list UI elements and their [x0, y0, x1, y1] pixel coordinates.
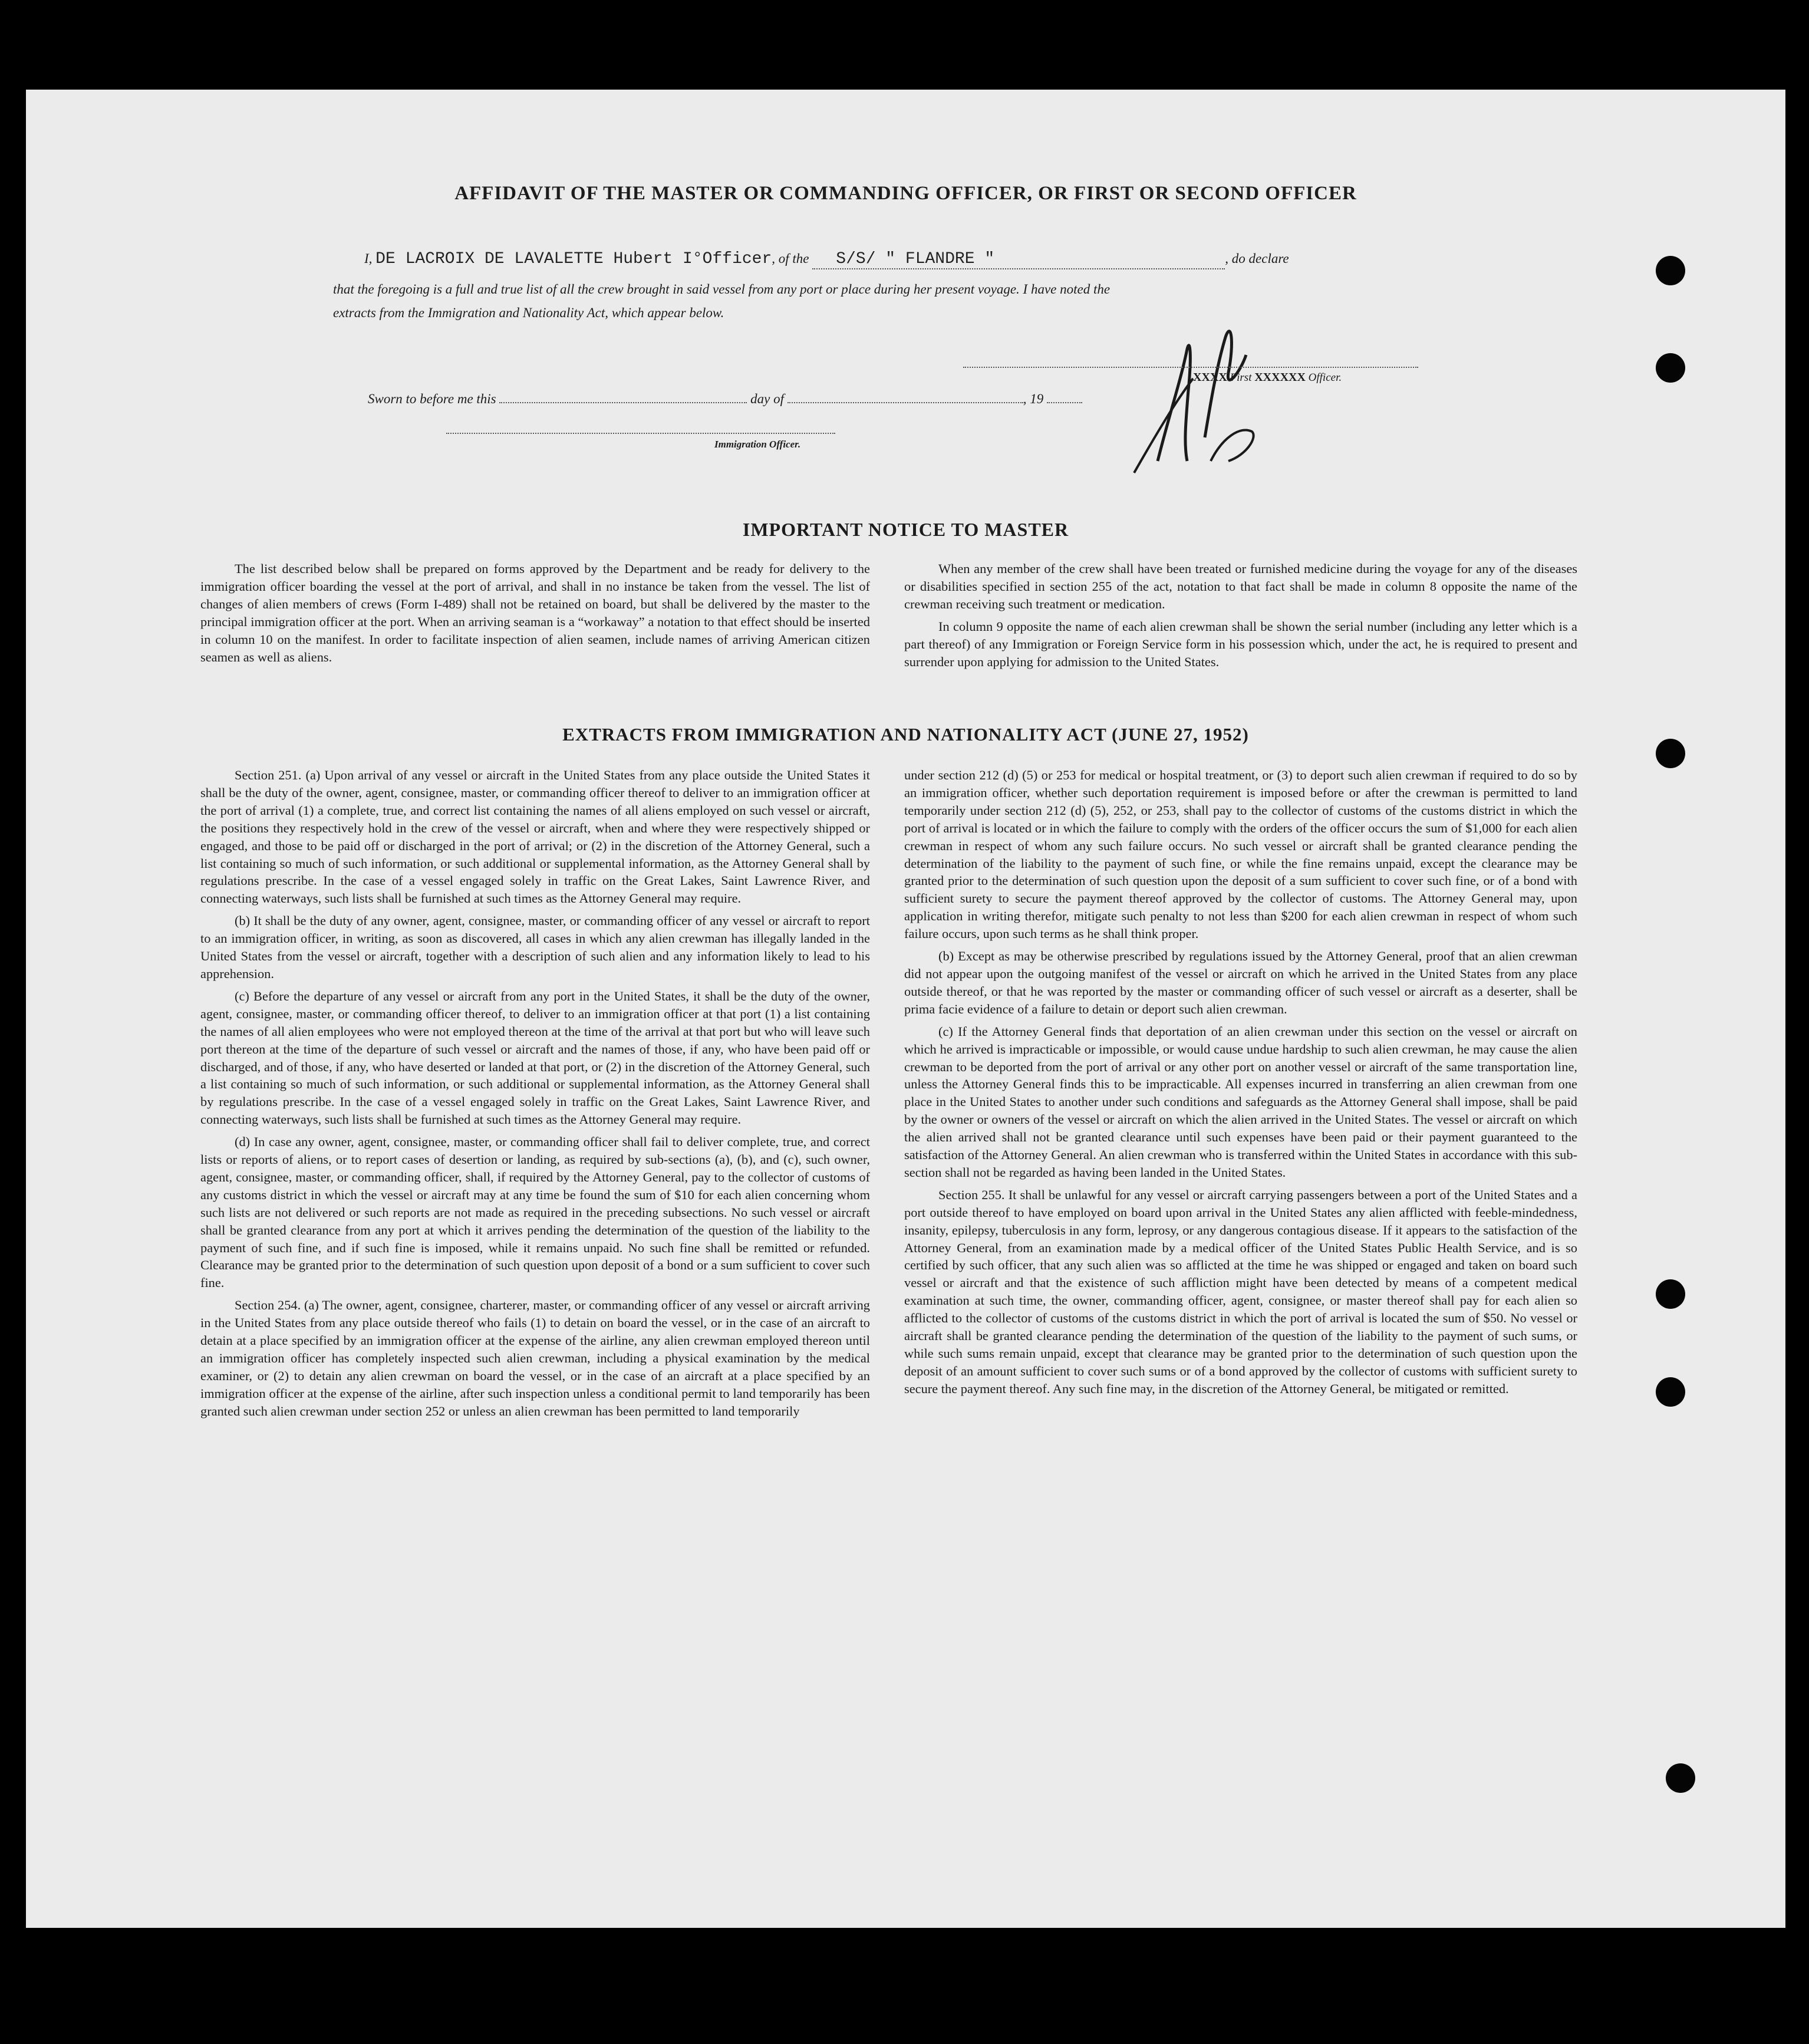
- declarant-name: DE LACROIX DE LAVALETTE Hubert I°Officer: [375, 250, 772, 268]
- extracts-left-column: [200, 766, 870, 1425]
- immigration-officer-label: Immigration Officer.: [714, 439, 801, 450]
- notice-paragraph: When any member of the crew shall have been treated or furnished medicine during the voyage for any of the diseases or disabilities specified in section 255 of the act, notation to that fact shall be made in column 8 opposite the name of the crewman receiving such treatment or medication.: [904, 561, 1577, 611]
- notice-right-column: [904, 560, 1577, 675]
- officer-signature: [1122, 284, 1311, 496]
- declaration-line: [364, 250, 1289, 269]
- act-paragraph: (c) If the Attorney General finds that deportation of an alien crewman under this section on the vessel or aircraft on which he arrived is impracticable or impossible, or would cause undue hardship to such alien crewman, he may cause the alien crewman to be deported from the port of arrival or any other port on another vessel or aircraft of the same transportation line, unless the Attorney General finds this to be impracticable. All expenses incurred in transferring an alien crewman from one place in the United States to another under such conditions and safeguards as the Attorney General shall impose, shall be paid by the owner or owners of the vessel or aircraft on which the alien arrived in the United States. The vessel or aircraft on which the alien arrived shall not be granted clearance until such expenses have been paid or their payment guaranteed to the satisfaction of the Attorney General. An alien crewman who is transferred within the United States in accordance with this sub-section shall not be regarded as having been landed in the United States.: [904, 1023, 1577, 1180]
- first-label: First: [1230, 371, 1252, 384]
- struck-title-1: XXXX: [1193, 371, 1227, 384]
- notice-paragraph: In column 9 opposite the name of each alien crewman shall be shown the serial number (including any letter which is a part thereof) of any Immigration or Foreign Service form in his possession which, under the act, he is required to present and surrender upon applying for admission to the United States.: [904, 618, 1577, 669]
- act-paragraph: (c) Before the departure of any vessel or aircraft from any port in the United States, it shall be the duty of the owner, agent, consignee, master, or commanding officer thereof, to deliver to an immigration officer at that port (1) a list containing the names of all alien employees who were not employed thereon at the time of the arrival at that port but who will leave such port thereon at the time of the departure of such vessel or aircraft and the names of those, if any, who have been paid off or discharged, and of those, if any, who have deserted or landed at that port, or (2) in the discretion of the Attorney General, such a list containing so much of such information, or such additional or supplemental information, as the Attorney General shall by regulations prescribe. In the case of a vessel engaged solely in traffic on the Great Lakes, Saint Lawrence River, and connecting waterways, such lists shall be furnished at such times as the Attorney General may require.: [200, 988, 870, 1127]
- act-paragraph: Section 251. (a) Upon arrival of any vessel or aircraft in the United States from any place outside the United States it shall be the duty of the owner, agent, consignee, master, or commanding officer thereof to deliver to an immigration officer at the port of arrival (1) a complete, true, and correct list containing the names of all aliens employed on such vessel or aircraft, the positions they respectively hold in the crew of the vessel or aircraft, when and where they were respectively shipped or engaged, and those to be paid off or discharged in the port of arrival; or (2) in the discretion of the Attorney General, such a list containing so much of such information, or such additional or supplemental information, as the Attorney General shall by regulations prescribe. In the case of a vessel engaged solely in traffic on the Great Lakes, Saint Lawrence River, and connecting waterways, such lists shall be furnished at such times as the Attorney General may require.: [200, 768, 870, 906]
- sworn-month-field: [787, 402, 1023, 403]
- signature-caption: [1193, 371, 1342, 384]
- vessel-name: S/S/ " FLANDRE ": [836, 250, 995, 268]
- act-paragraph: (d) In case any owner, agent, consignee, master, or commanding officer shall fail to deliver complete, true, and correct lists or reports of aliens, or to report cases of desertion or landing, as required by sub-sections (a), (b), and (c), such owner, agent, consignee, master, or commanding officer, shall, if required by the Attorney General, pay to the collector of customs of any customs district in which the vessel or aircraft may at any time be found the sum of $10 for each alien concerning whom such lists are not delivered or such reports are not made as required in the preceding subsections. No such vessel or aircraft shall be granted clearance from any port at which it arrives pending the determination of the question of the liability to the payment of such fine, and if such fine is imposed, while it remains unpaid. No such fine shall be remitted or refunded. Clearance may be granted prior to the determination of such question upon deposit of a bond or a sum sufficient to cover such fine.: [200, 1134, 870, 1291]
- punch-hole: [1656, 739, 1685, 768]
- notice-paragraph: The list described below shall be prepared on forms approved by the Department and be ready for delivery to the immigration officer boarding the vessel at the port of arrival, and shall in no instance be taken from the vessel. The list of changes of alien members of crews (Form I-489) shall not be retained on board, but shall be delivered by the master to the principal immigration officer at the port. When an arriving seaman is a “workaway” a notation to that effect should be inserted in column 10 on the manifest. In order to facilitate inspection of alien seamen, include names of arriving American citizen seamen as well as aliens.: [200, 561, 870, 664]
- declaration-line-2: that the foregoing is a full and true list of all the crew brought in said vessel from any port or place during her present voyage. I have noted the: [333, 282, 1111, 297]
- sworn-day-field: [499, 402, 747, 403]
- declaration-line-3: extracts from the Immigration and Nationality Act, which appear below.: [333, 305, 724, 320]
- affidavit-title: AFFIDAVIT OF THE MASTER OR COMMANDING OFFICER, OR FIRST OR SECOND OFFICER: [454, 183, 1357, 204]
- punch-hole: [1656, 256, 1685, 285]
- i-prefix: I,: [364, 251, 373, 266]
- year-prefix: , 19: [1023, 391, 1044, 406]
- sworn-prefix: Sworn to before me this: [368, 391, 496, 406]
- officer-label: Officer.: [1308, 371, 1342, 384]
- of-the-label: , of the: [772, 251, 809, 266]
- punch-hole: [1666, 1763, 1695, 1793]
- act-paragraph: Section 255. It shall be unlawful for any vessel or aircraft carrying passengers between a port of the United States and a port outside thereof to have employed on board upon arrival in the United States any alien afflicted with feeble-mindedness, insanity, epilepsy, tuberculosis in any form, leprosy, or any dangerous contagious disease. If it appears to the satisfaction of the Attorney General, from an examination made by a medical officer of the United States Public Health Service, and is so certified by such officer, that any such alien was so afflicted at the time he was shipped or engaged and taken on board such vessel or aircraft and that the existence of such affliction might have been detected by means of a competent medical examination at such time, the owner, commanding officer, agent, consignee, or master thereof shall pay for each alien so afflicted to the collector of customs of the customs district in which the port of arrival is located the sum of $50. No vessel or aircraft shall be granted clearance pending the determination of the question of the liability to the payment of such sums, or while such sums remain unpaid, except that clearance may be granted prior to the determination of such question upon the deposit of an amount sufficient to cover such sums or of a bond approved by the collector of customs with sufficient surety to secure the payment thereof. Any such fine may, in the discretion of the Attorney General, be mitigated or remitted.: [904, 1187, 1577, 1396]
- act-paragraph: Section 254. (a) The owner, agent, consignee, charterer, master, or commanding officer of any vessel or aircraft arriving in the United States from any place outside thereof who fails (1) to detain on board the vessel, or in the case of an aircraft to detain at a place specified by an immigration officer at the expense of the airline, any alien crewman employed thereon until an immigration officer has completely inspected such alien crewman, including a physical examination by the medical examiner, or (2) to detain any alien crewman on board the vessel, or in the case of an aircraft at a place specified by an immigration officer at the expense of the airline, after such inspection unless a conditional permit to land temporarily has been granted such alien crewman under section 252 or unless an alien crewman has been permitted to land temporarily: [200, 1298, 870, 1418]
- do-declare-label: , do declare: [1225, 251, 1289, 266]
- act-paragraph: (b) It shall be the duty of any owner, agent, consignee, master, or commanding officer of any vessel or aircraft to report to an immigration officer, in writing, as soon as discovered, all cases in which any alien crewman has illegally landed in the United States from the vessel or aircraft, together with a description of such alien and any information likely to lead to his apprehension.: [200, 913, 870, 981]
- act-paragraph: (b) Except as may be otherwise prescribed by regulations issued by the Attorney General, proof that an alien crewman did not appear upon the outgoing manifest of the vessel or aircraft on which he arrived in the United States from any place outside thereof, or that he was reported by the master or commanding officer of such vessel or aircraft as a deserter, shall be prima facie evidence of a failure to detain or deport such alien crewman.: [904, 949, 1577, 1016]
- immigration-officer-line: [446, 433, 835, 434]
- notice-left-column: [200, 560, 870, 670]
- document-page: [26, 90, 1785, 1928]
- sworn-year-field: [1047, 402, 1082, 403]
- extracts-title: EXTRACTS FROM IMMIGRATION AND NATIONALITY ACT (JUNE 27, 1952): [562, 724, 1249, 745]
- vessel-field: [812, 250, 1225, 269]
- extracts-right-column: [904, 766, 1577, 1403]
- punch-hole: [1656, 353, 1685, 383]
- struck-title-2: XXXXXX: [1254, 371, 1306, 384]
- notice-title: IMPORTANT NOTICE TO MASTER: [742, 519, 1069, 540]
- punch-hole: [1656, 1279, 1685, 1309]
- day-of-label: day of: [750, 391, 784, 406]
- sworn-line: [368, 391, 1082, 407]
- punch-hole: [1656, 1377, 1685, 1407]
- signature-line: [963, 367, 1418, 368]
- act-paragraph: under section 212 (d) (5) or 253 for medical or hospital treatment, or (3) to deport such alien crewman if required to do so by an immigration officer, whether such deportation requirement is imposed before or after the crewman is permitted to land temporarily under section 212 (d) (5), 252, or 253, shall pay to the collector of customs of the customs district in which the port of arrival is located or in which the failure to comply with the orders of the officer occurs the sum of $1,000 for each alien crewman in respect of whom any such failure occurs. No such vessel or aircraft shall be granted clearance pending the determination of the liability to the payment of such fine, or while the fine remains unpaid, except the clearance may be granted prior to the determination of such question upon the deposit of a sum sufficient to cover such fine, or of a bond with sufficient surety to secure the payment thereof approved by the collector of customs. The Attorney General may, upon application in writing therefor, mitigate such penalty to not less than $200 for each alien crewman in respect of whom such failure occurs, upon such terms as he shall think proper.: [904, 768, 1577, 942]
